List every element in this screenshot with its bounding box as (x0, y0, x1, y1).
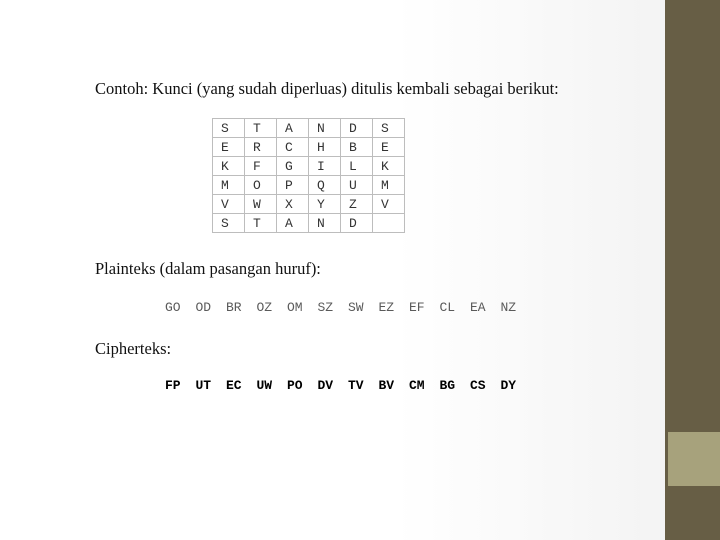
key-table-row (213, 195, 405, 214)
key-table-row (213, 176, 405, 195)
key-table-cell: I (309, 157, 341, 176)
key-table-cell: T (245, 119, 277, 138)
ciphertext-pair: DY (500, 378, 517, 393)
plaintext-pair: GO (165, 300, 181, 315)
key-table-row (213, 119, 405, 138)
key-table-cell: C (277, 138, 309, 157)
plaintext-pair: SZ (317, 300, 334, 315)
key-table-cell: Y (309, 195, 341, 214)
ciphertext-pair: FP (165, 378, 181, 393)
plaintext-pair: NZ (500, 300, 517, 315)
key-table-cell (373, 214, 405, 233)
ciphertext-pair: UT (195, 378, 212, 393)
ciphertext-pair: CS (470, 378, 486, 393)
plaintext-pair: OD (195, 300, 212, 315)
ciphertext-pairs (165, 378, 531, 393)
plaintext-label: Plainteks (dalam pasangan huruf): (95, 259, 321, 278)
key-table-row (213, 138, 405, 157)
key-table-cell: O (245, 176, 277, 195)
ciphertext-pair: UW (256, 378, 273, 393)
key-table-cell: M (373, 176, 405, 195)
plaintext-pair: BR (226, 300, 242, 315)
key-table-cell: S (213, 214, 245, 233)
key-table-cell: Z (341, 195, 373, 214)
key-table-cell: P (277, 176, 309, 195)
plaintext-pair: EZ (378, 300, 395, 315)
key-table-cell: N (309, 119, 341, 138)
key-table-cell: A (277, 214, 309, 233)
key-table-cell: A (277, 119, 309, 138)
plaintext-pair: EA (470, 300, 486, 315)
key-table-cell: L (341, 157, 373, 176)
ciphertext-label: Cipherteks: (95, 339, 172, 358)
key-table-cell: D (341, 119, 373, 138)
key-table-cell: D (341, 214, 373, 233)
key-table-cell: V (373, 195, 405, 214)
key-table-cell: F (245, 157, 277, 176)
key-table-cell: U (341, 176, 373, 195)
ciphertext-pair: BG (439, 378, 456, 393)
plaintext-pair: CL (439, 300, 456, 315)
key-table-cell: B (341, 138, 373, 157)
key-table-cell: S (213, 119, 245, 138)
key-table-cell: R (245, 138, 277, 157)
plaintext-pair: OM (287, 300, 303, 315)
key-table-cell: X (277, 195, 309, 214)
ciphertext-pair: PO (287, 378, 303, 393)
key-table-cell: G (277, 157, 309, 176)
example-heading: Contoh: Kunci (yang sudah diperluas) ditulis kembali sebagai berikut: (95, 79, 559, 98)
key-table-cell: T (245, 214, 277, 233)
key-table-cell: W (245, 195, 277, 214)
key-table-row (213, 214, 405, 233)
ciphertext-pair: BV (378, 378, 395, 393)
plaintext-pairs (165, 300, 531, 315)
decorative-sidebar-accent (668, 432, 720, 486)
plaintext-pair: EF (409, 300, 425, 315)
key-table-cell: K (213, 157, 245, 176)
ciphertext-pair: CM (409, 378, 425, 393)
ciphertext-pair: TV (348, 378, 364, 393)
key-table-cell: E (213, 138, 245, 157)
key-table-cell: N (309, 214, 341, 233)
ciphertext-pair: EC (226, 378, 242, 393)
key-table-cell: M (213, 176, 245, 195)
ciphertext-pair: DV (317, 378, 334, 393)
plaintext-pair: SW (348, 300, 364, 315)
key-table-cell: K (373, 157, 405, 176)
key-table-cell: V (213, 195, 245, 214)
key-table-row (213, 157, 405, 176)
key-table (212, 118, 405, 233)
key-table-cell: Q (309, 176, 341, 195)
key-table-cell: S (373, 119, 405, 138)
key-table-cell: E (373, 138, 405, 157)
key-table-cell: H (309, 138, 341, 157)
plaintext-pair: OZ (256, 300, 273, 315)
